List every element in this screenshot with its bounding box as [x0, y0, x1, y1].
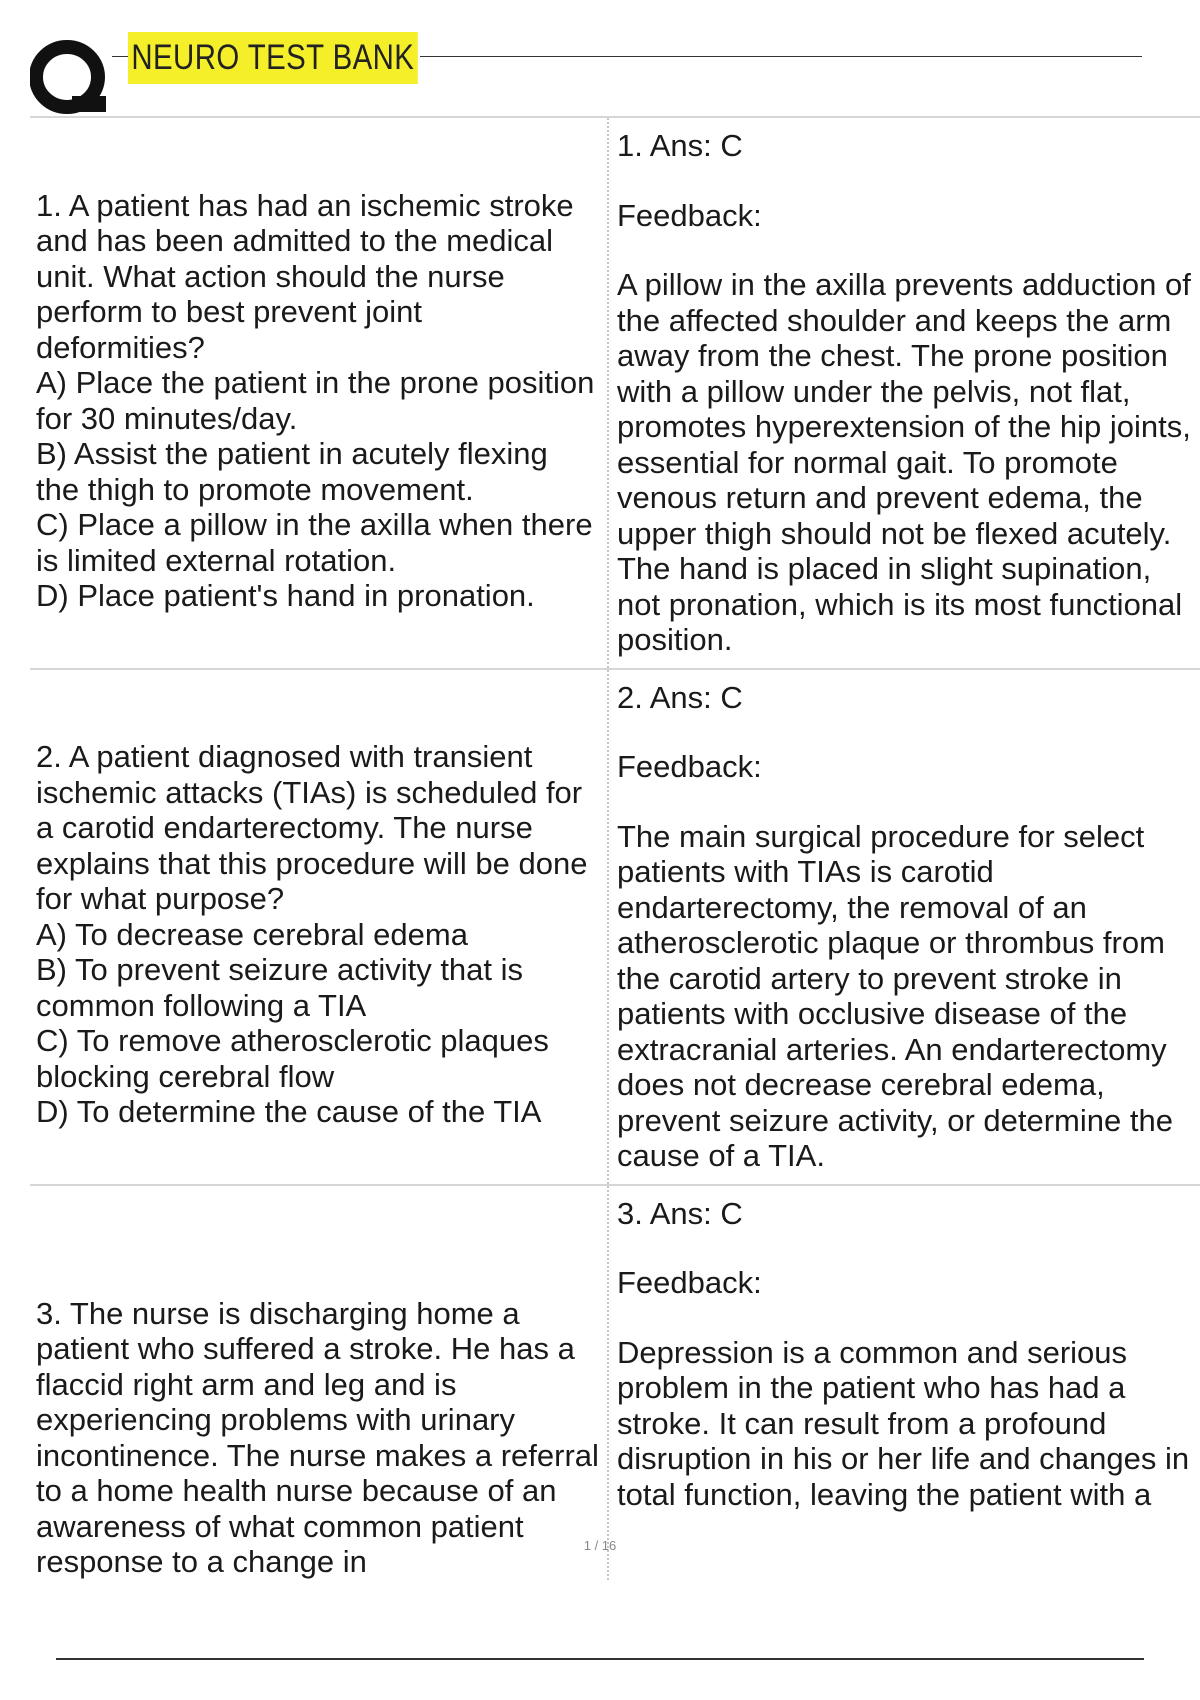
question-row — [30, 1186, 1200, 1580]
answer-cell — [607, 118, 1200, 668]
header-rule — [420, 56, 1142, 57]
question-row — [30, 670, 1200, 1186]
feedback-text: A pillow in the axilla prevents adduction of the affected shoulder and keeps the arm away from the chest. The prone position with a pillow under the pelvis, not flat, promotes hyperextension of the hip joints, essential for normal gait. To promote venous return and prevent edema, the upper thigh should not be flexed acutely. The hand is placed in slight supination, not pronation, which is its most functional position. — [617, 267, 1191, 657]
answer-label: 1. Ans: C — [617, 128, 743, 163]
answer-cell — [607, 670, 1200, 1184]
question-text: 3. The nurse is discharging home a patient who suffered a stroke. He has a flaccid right arm and leg and is experiencing problems with urinary incontinence. The nurse makes a referral to a home health nurse because of an awareness of what common patient response to a change in — [36, 1295, 599, 1579]
feedback-label: Feedback: — [617, 1265, 762, 1300]
answer-cell — [607, 1186, 1200, 1580]
question-text: 1. A patient has had an ischemic stroke and has been admitted to the medical unit. What action should the nurse perform to best prevent joint deformities? A) Place the patient in the prone position for 30 minutes/day. B) Assist the patient in acutely flexing the thigh to promote movement. C) Place a pillow in the axilla when there is limited external rotation. D) Place patient's hand in pronation. — [36, 187, 595, 614]
question-cell — [30, 1186, 607, 1580]
question-row — [30, 118, 1200, 670]
question-table — [30, 116, 1200, 1580]
header-rule-left — [112, 56, 128, 57]
question-text: 2. A patient diagnosed with transient ischemic attacks (TIAs) is scheduled for a carotid endarterectomy. The nurse explains that this procedure will be done for what purpose? A) To decrease cerebral edema B) To prevent seizure activity that is common following a TIA C) To remove atherosclerotic plaques blocking cerebral flow D) To determine the cause of the TIA — [36, 739, 588, 1130]
question-cell — [30, 670, 607, 1184]
page-indicator: 1 / 16 — [583, 1538, 617, 1553]
document-title: NEURO TEST BANK — [128, 32, 418, 84]
feedback-text: Depression is a common and serious problem in the patient who has had a stroke. It can result from a profound disruption in his or her life and changes in total function, leaving the patient with a — [617, 1334, 1190, 1512]
answer-label: 3. Ans: C — [617, 1195, 743, 1231]
question-cell — [30, 118, 607, 668]
feedback-label: Feedback: — [617, 749, 762, 784]
answer-label: 2. Ans: C — [617, 679, 743, 715]
footer-rule — [56, 1658, 1144, 1660]
feedback-text: The main surgical procedure for select patients with TIAs is carotid endarterectomy, the removal of an atherosclerotic plaque or thrombus from the carotid artery to prevent stroke in patients with occlusive disease of the extracranial arteries. An endarterectomy does not decrease cerebral edema, prevent seizure activity, or determine the cause of a TIA. — [617, 818, 1173, 1173]
q-logo-icon — [30, 38, 108, 116]
feedback-label: Feedback: — [617, 197, 762, 233]
